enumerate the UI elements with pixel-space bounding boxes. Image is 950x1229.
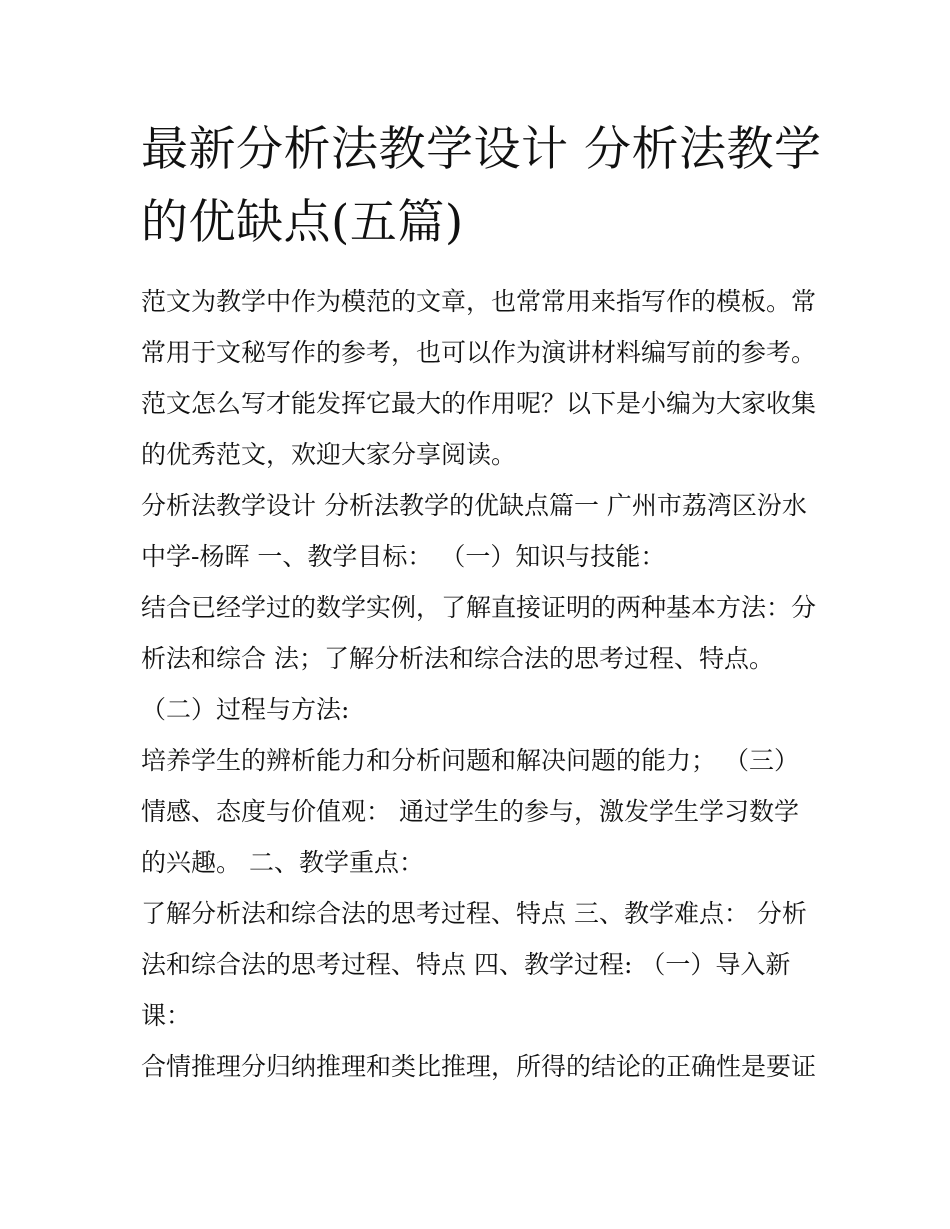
body-line-14: 法和综合法的思考过程、特点 四、教学过程: （一）导入新 bbox=[141, 950, 791, 979]
body-line-4: 的优秀范文，欢迎大家分享阅读。 bbox=[141, 440, 517, 469]
body-line-10: 培养学生的辨析能力和分析问题和解决问题的能力； （三） bbox=[141, 746, 799, 775]
document-title: 最新分析法教学设计 分析法教学的优缺点(五篇) bbox=[141, 122, 822, 250]
body-line-16: 合情推理分归纳推理和类比推理，所得的结论的正确性是要证 bbox=[141, 1052, 817, 1081]
body-line-3: 范文怎么写才能发挥它最大的作用呢？以下是小编为大家收集 bbox=[141, 389, 817, 418]
body-line-2: 常用于文秘写作的参考，也可以作为演讲材料编写前的参考。 bbox=[141, 338, 817, 367]
body-line-1: 范文为教学中作为模范的文章，也常常用来指写作的模板。常 bbox=[141, 287, 817, 316]
body-line-5: 分析法教学设计 分析法教学的优缺点篇一 广州市荔湾区汾水 bbox=[141, 491, 807, 520]
body-line-11: 情感、态度与价值观： 通过学生的参与，激发学生学习数学 bbox=[141, 797, 799, 826]
body-line-7: 结合已经学过的数学实例，了解直接证明的两种基本方法：分 bbox=[141, 593, 817, 622]
body-line-6: 中学-杨晖 一、教学目标： （一）知识与技能： bbox=[141, 542, 666, 571]
body-line-13: 了解分析法和综合法的思考过程、特点 三、教学难点： 分析 bbox=[141, 899, 807, 928]
body-line-9: （二）过程与方法: bbox=[141, 695, 350, 724]
body-line-15: 课： bbox=[141, 1001, 192, 1030]
document-body bbox=[141, 276, 831, 1092]
body-line-12: 的兴趣。 二、教学重点： bbox=[141, 848, 424, 877]
body-line-8: 析法和综合 法；了解分析法和综合法的思考过程、特点。 bbox=[141, 644, 774, 673]
